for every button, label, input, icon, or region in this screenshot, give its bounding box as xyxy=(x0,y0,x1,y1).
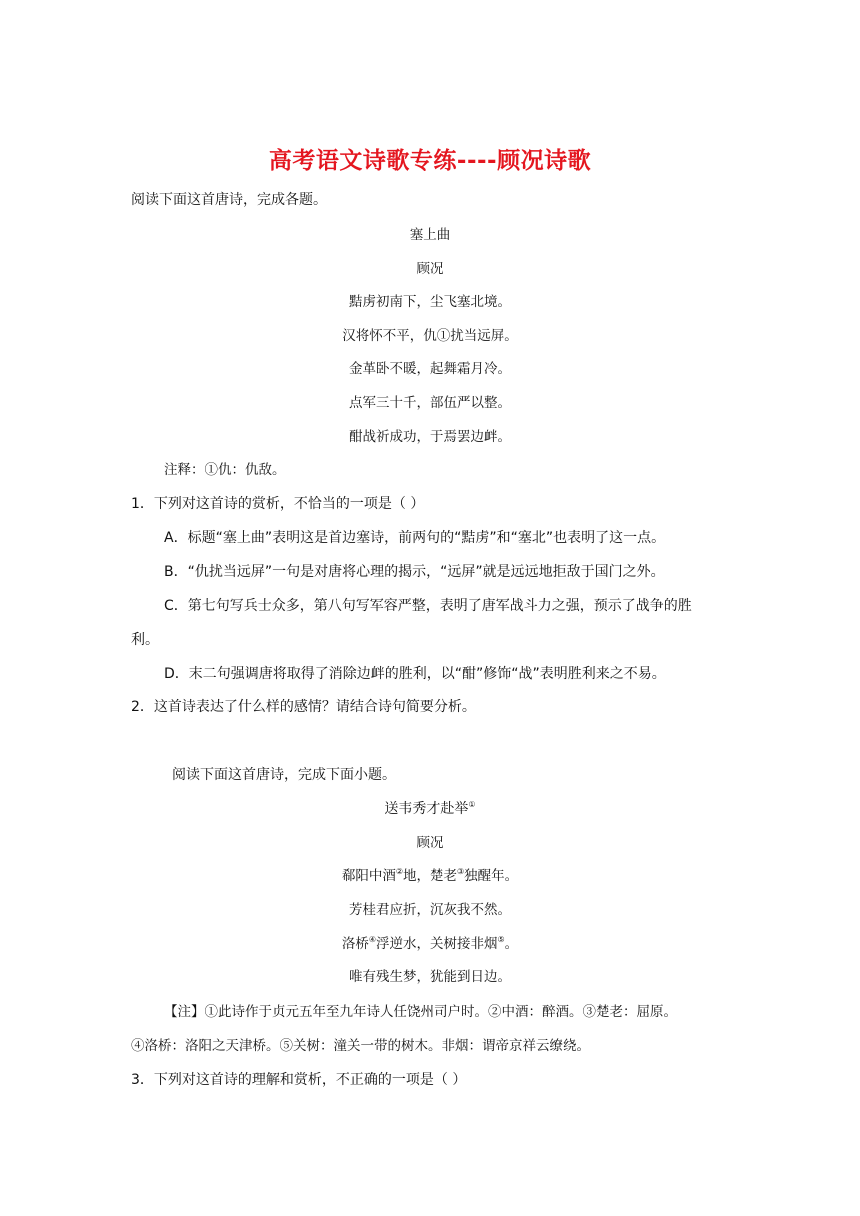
poem1-line: 点军三十千，部伍严以整。 xyxy=(349,395,511,411)
poem2-line: 洛桥④浮逆水，关树接非烟⑤。 xyxy=(341,935,519,952)
question-number: 2． xyxy=(131,699,154,715)
poem1-line: 黠虏初南下，尘飞塞北境。 xyxy=(349,294,511,310)
footnote-marker: ④ xyxy=(368,935,376,944)
poem1-line: 汉将怀不平，仇①扰当远屏。 xyxy=(342,328,518,344)
question-number: 1． xyxy=(131,496,154,512)
poem1-line: 酣战祈成功，于焉罢边衅。 xyxy=(349,429,511,445)
poem1-line: 金革卧不暖，起舞霜月冷。 xyxy=(349,361,511,377)
footnote-marker: ① xyxy=(468,800,476,809)
poem1-title: 塞上曲 xyxy=(409,227,451,243)
question-number: 3． xyxy=(131,1072,154,1088)
question-3 xyxy=(131,1070,466,1090)
option-d: D．末二句强调唐将取得了消除边衅的胜利，以“酣”修饰“战”表明胜利来之不易。 xyxy=(164,666,666,682)
poem2-line: 郗阳中酒②地，楚老③独醒年。 xyxy=(341,867,519,884)
option-b: B．“仇扰当远屏”一句是对唐将心理的揭示，“远屏”就是远远地拒敌于国门之外。 xyxy=(164,564,665,580)
question-1 xyxy=(131,494,424,514)
section2-intro: 阅读下面这首唐诗，完成下面小题。 xyxy=(172,767,396,783)
poem1-annotation: 注释：①仇：仇敌。 xyxy=(164,462,286,478)
footnote-marker: ② xyxy=(395,867,403,876)
section1-intro: 阅读下面这首唐诗，完成各题。 xyxy=(131,192,327,208)
question-2 xyxy=(131,697,476,717)
poem2-line: 唯有残生梦，犹能到日边。 xyxy=(349,969,511,985)
option-c: C．第七句写兵士众多，第八句写军容严整，表明了唐军战斗力之强，预示了战争的胜 xyxy=(164,598,692,614)
question-stem: 这首诗表达了什么样的感情？请结合诗句简要分析。 xyxy=(153,699,476,715)
poem1-author: 顾况 xyxy=(416,261,444,277)
footnote-marker: ③ xyxy=(457,867,465,876)
option-a: A．标题“塞上曲”表明这是首边塞诗，前两句的“黠虏”和“塞北”也表明了这一点。 xyxy=(164,530,666,546)
poem2-annotation-continued: ④洛桥：洛阳之天津桥。⑤关树：潼关一带的树木。非烟：谓帝京祥云缭绕。 xyxy=(131,1038,590,1054)
poem2-author: 顾况 xyxy=(416,835,444,851)
question-stem: 下列对这首诗的赏析，不恰当的一项是（ ） xyxy=(153,496,425,512)
footnote-marker: ⑤ xyxy=(497,935,505,944)
poem2-annotation: 【注】①此诗作于贞元五年至九年诗人任饶州司户时。②中酒：醉酒。③楚老：屈原。 xyxy=(164,1004,677,1020)
question-stem: 下列对这首诗的理解和赏析，不正确的一项是（ ） xyxy=(153,1072,467,1088)
poem2-line: 芳桂君应折，沉灰我不然。 xyxy=(349,902,511,918)
poem2-title: 送韦秀才赴举① xyxy=(384,800,476,817)
page-title: 高考语文诗歌专练----顾况诗歌 xyxy=(268,148,592,174)
option-c-continued: 利。 xyxy=(131,632,159,648)
